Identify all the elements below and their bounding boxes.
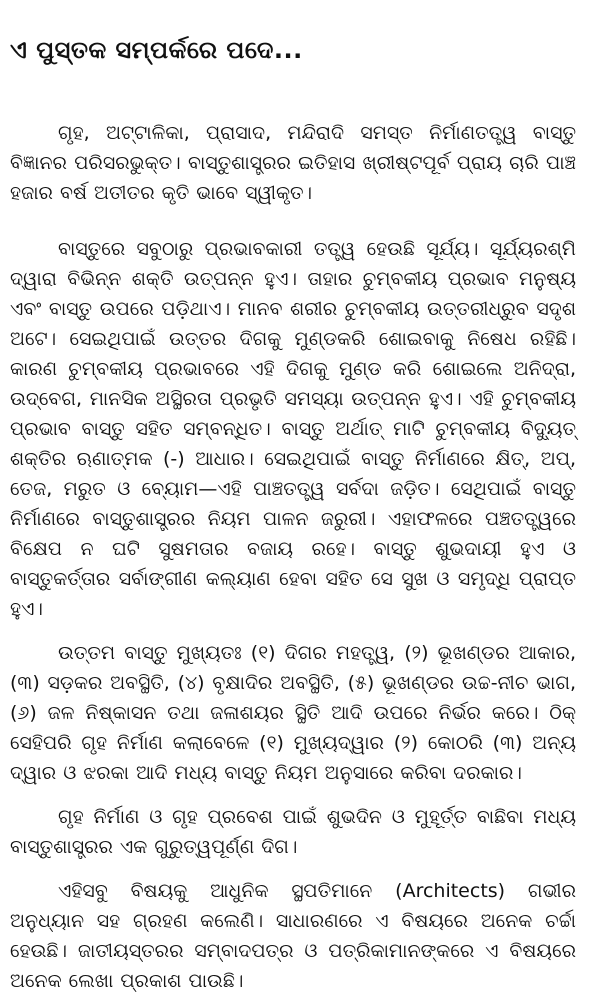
paragraph-good-vastu-factors: ଉତ୍ତମ ବାସ୍ତୁ ମୁଖ୍ୟତଃ (୧) ଦିଗର ମହତ୍ତ୍ୱ, (୨) ଭୂଖଣ୍ଡର ଆକାର, (୩) ସଡ଼କର ଅବସ୍ଥିତି, (୪) ବୃକ୍ଷାଦିର ଅବସ୍ଥିତି, (୫) ଭୂଖଣ୍ଡର ଉଚ୍ଚ-ନୀଚ ଭାଗ, (୬) ଜଳ ନିଷ୍କାସନ ତଥା ଜଳାଶୟର ସ୍ଥିତି ଆଦି ଉପରେ ନିର୍ଭର କରେ। ଠିକ୍ ସେହିପରି ଗୃହ ନିର୍ମାଣ କଲାବେଳେ (୧) ମୁଖ୍ୟଦ୍ୱାର (୨) କୋଠରି (୩) ଅନ୍ୟ ଦ୍ୱାର ଓ ଝରକା ଆଦି ମଧ୍ୟ ବାସ୍ତୁ ନିୟମ ଅନୁସାରେ କରିବା ଦରକାର। [10,642,576,784]
paragraph-history: ଗୃହ, ଅଟ୍ଟାଳିକା, ପ୍ରାସାଦ, ମନ୍ଦିରାଦି ସମସ୍ତ ନିର୍ମାଣତତ୍ତ୍ୱ ବାସ୍ତୁ ବିଜ୍ଞାନର ପରିସରଭୁକ୍ତ। ବାସ୍ତୁଶାସ୍ତ୍ରର ଇତିହାସ ଖ୍ରୀଷ୍ଟପୂର୍ବ ପ୍ରାୟ ଚାରି ପାଞ୍ଚ ହଜାର ବର୍ଷ ଅତୀତର କୃତି ଭାବେ ସ୍ୱୀକୃତ। [10,122,576,204]
paragraph-sun-influence: ବାସ୍ତୁରେ ସବୁଠାରୁ ପ୍ରଭାବକାରୀ ତତ୍ତ୍ୱ ହେଉଛି ସୂର୍ଯ୍ୟ। ସୂର୍ଯ୍ୟରଶ୍ମି ଦ୍ୱାରା ବିଭିନ୍ନ ଶକ୍ତି ଉତ୍ପନ୍ନ ହୁଏ। ତାହାର ଚୁମ୍ବକୀୟ ପ୍ରଭାବ ମନୁଷ୍ୟ ଏବଂ ବାସ୍ତୁ ଉପରେ ପଡ଼ିଥାଏ। ମାନବ ଶରୀର ଚୁମ୍ବକୀୟ ଉତ୍ତରୀଧ୍ରୁବ ସଦୃଶ ଅଟେ। ସେଇଥିପାଇଁ ଉତ୍ତର ଦିଗକୁ ମୁଣ୍ଡକରି ଶୋଇବାକୁ ନିଷେଧ ରହିଛି। କାରଣ ଚୁମ୍ବକୀୟ ପ୍ରଭାବରେ ଏହି ଦିଗକୁ ମୁଣ୍ଡ କରି ଶୋଇଲେ ଅନିଦ୍ରା, ଉଦ୍‌ବେଗ, ମାନସିକ ଅସ୍ଥିରତା ପ୍ରଭୃତି ସମସ୍ୟା ଉତ୍ପନ୍ନ ହୁଏ। ଏହି ଚୁମ୍ବକୀୟ ପ୍ରଭାବ ବାସ୍ତୁ ସହିତ ସମ୍ବନ୍ଧିତ। ବାସ୍ତୁ ଅର୍ଥାତ୍ ମାଟି ଚୁମ୍ବକୀୟ ବିଦ୍ୟୁତ୍ ଶକ୍ତିର ଋଣାତ୍ମକ (-) ଆଧାର। ସେଇଥିପାଇଁ ବାସ୍ତୁ ନିର୍ମାଣରେ କ୍ଷିତ୍, ଅପ୍, ତେଜ, ମରୁତ ଓ ବ୍ୟୋମ—ଏହି ପାଞ୍ଚତତ୍ତ୍ୱ ସର୍ବଦା ଜଡ଼ିତ। ସେଥିପାଇଁ ବାସ୍ତୁ ନିର୍ମାଣରେ ବାସ୍ତୁଶାସ୍ତ୍ରର ନିୟମ ପାଳନ ଜରୁରୀ। ଏହାଫଳରେ ପଞ୍ଚତତ୍ତ୍ୱରେ ବିକ୍ଷେପ ନ ଘଟି ସୁଷମତାର ବଜାୟ ରହେ। ବାସ୍ତୁ ଶୁଭଦାୟୀ ହୁଏ ଓ ବାସ୍ତୁକର୍ତ୍ତାର ସର୍ବାଙ୍ଗୀଣ କଲ୍ୟାଣ ହେବା ସହିତ ସେ ସୁଖ ଓ ସମୃଦ୍ଧି ପ୍ରାପ୍ତ ହୁଏ। [10,238,576,620]
page-heading: ଏ ପୁସ୍ତକ ସମ୍ପର୍କରେ ପଦେ... [10,36,303,64]
paragraph-auspicious-day: ଗୃହ ନିର୍ମାଣ ଓ ଗୃହ ପ୍ରବେଶ ପାଇଁ ଶୁଭଦିନ ଓ ମୁହୂର୍ତ୍ତ ବାଛିବା ମଧ୍ୟ ବାସ୍ତୁଶାସ୍ତ୍ରର ଏକ ଗୁରୁତ୍ୱପୂର୍ଣ୍ଣ ଦିଗ। [10,806,576,858]
paragraph-architects: ଏହିସବୁ ବିଷୟକୁ ଆଧୁନିକ ସ୍ଥପତିମାନେ (Architects) ଗଭୀର ଅନୁଧ୍ୟାନ ସହ ଗ୍ରହଣ କଲେଣି। ସାଧାରଣରେ ଏ ବିଷୟରେ ଅନେକ ଚର୍ଚ୍ଚା ହେଉଛି। ଜାତୀୟସ୍ତରର ସମ୍ବାଦପତ୍ର ଓ ପତ୍ରିକାମାନଙ୍କରେ ଏ ବିଷୟରେ ଅନେକ ଲେଖା ପ୍ରକାଶ ପାଉଛି। [10,880,576,992]
